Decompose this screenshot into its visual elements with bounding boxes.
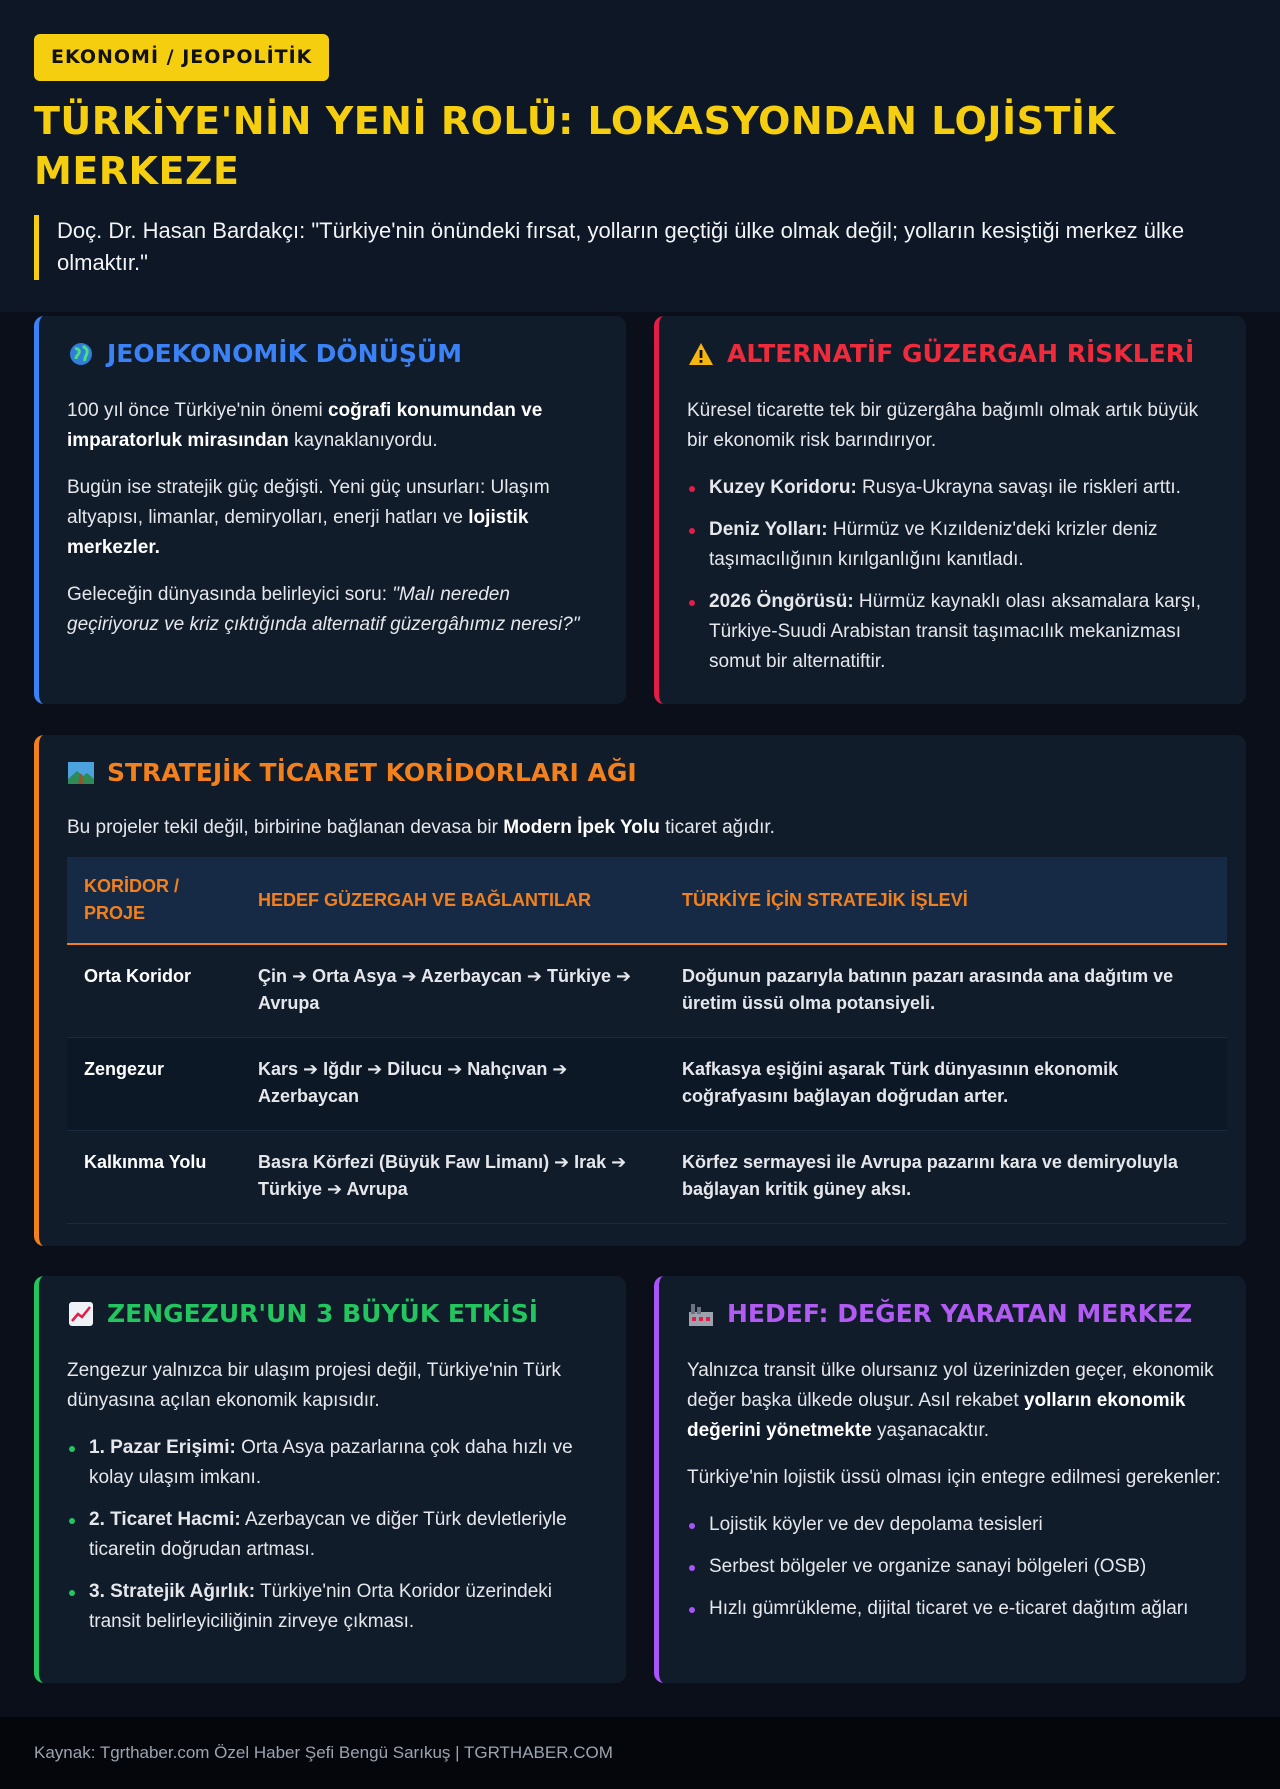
table-cell: Doğunun pazarıyla batının pazarı arasında ana dağıtım ve üretim üssü olma potansiyeli. (665, 944, 1227, 1038)
card-title-text: JEOEKONOMİK DÖNÜŞÜM (107, 339, 463, 368)
paragraph: Yalnızca transit ülke olursanız yol üzerinizden geçer, ekonomik değer başka ülkede oluşur. Asıl rekabet yolların ekonomik değerini yönetmekte yaşanacaktır. (687, 1360, 1214, 1441)
table-cell: Kars ➔ Iğdır ➔ Dilucu ➔ Nahçıvan ➔ Azerbaycan (241, 1038, 665, 1131)
effect-list (67, 1433, 602, 1637)
card-koridorlar (34, 735, 1246, 1246)
card-title-text: STRATEJİK TİCARET KORİDORLARI AĞI (107, 758, 637, 787)
column-header: KORİDOR / PROJE (67, 857, 241, 944)
paragraph: 100 yıl önce Türkiye'nin önemi coğrafi konumundan ve imparatorluk mirasından kaynaklanıyordu. (67, 400, 543, 451)
list-item: 1. Pazar Erişimi: Orta Asya pazarlarına çok daha hızlı ve kolay ulaşım imkanı. (67, 1433, 602, 1493)
card-title (67, 338, 602, 370)
list-item: Deniz Yolları: Hürmüz ve Kızıldeniz'deki krizler deniz taşımacılığının kırılganlığını kanıtladı. (687, 515, 1222, 575)
list-item: Hızlı gümrükleme, dijital ticaret ve e-ticaret dağıtım ağları (687, 1594, 1222, 1624)
table-cell: Körfez sermayesi ile Avrupa pazarını kara ve demiryoluyla bağlayan kritik güney aksı. (665, 1131, 1227, 1224)
paragraph: Bugün ise stratejik güç değişti. Yeni güç unsurları: Ulaşım altyapısı, limanlar, demiryolları, enerji hatları ve lojistik merkezler. (67, 477, 550, 558)
table-row (67, 1038, 1227, 1131)
table-header-row (67, 857, 1227, 944)
column-header: HEDEF GÜZERGAH VE BAĞLANTILAR (241, 857, 665, 944)
warning-icon (687, 340, 715, 368)
list-item: 2. Ticaret Hacmi: Azerbaycan ve diğer Türk devletleriyle ticaretin doğrudan artması. (67, 1505, 602, 1565)
header (0, 0, 1280, 312)
card-hedef (654, 1276, 1246, 1683)
card-title (687, 1298, 1222, 1330)
table-cell: Zengezur (67, 1038, 241, 1131)
paragraph: Bu projeler tekil değil, birbirine bağlanan devasa bir Modern İpek Yolu ticaret ağıdır. (67, 817, 775, 838)
card-title (67, 757, 1222, 789)
paragraph: Türkiye'nin lojistik üssü olması için entegre edilmesi gerekenler: (687, 1467, 1221, 1488)
table-cell: Kafkasya eşiğini aşarak Türk dünyasının ekonomik coğrafyasını bağlayan doğrudan arter. (665, 1038, 1227, 1131)
card-zengezur (34, 1276, 626, 1683)
footer-source: Kaynak: Tgrthaber.com Özel Haber Şefi Bengü Sarıkuş | TGRTHABER.COM (0, 1717, 1280, 1789)
list-item: Lojistik köyler ve dev depolama tesisleri (687, 1510, 1222, 1540)
list-item: 3. Stratejik Ağırlık: Türkiye'nin Orta Koridor üzerindeki transit belirleyiciliğinin zirveye çıkması. (67, 1577, 602, 1637)
chart-increasing-icon (67, 1300, 95, 1328)
globe-icon (67, 340, 95, 368)
page-title: TÜRKİYE'NİN YENİ ROLÜ: LOKASYONDAN LOJİSTİK MERKEZE (34, 99, 1116, 193)
paragraph: Küresel ticarette tek bir güzergâha bağımlı olmak artık büyük bir ekonomik risk barındırıyor. (687, 400, 1199, 451)
paragraph: Geleceğin dünyasında belirleyici soru: "Malı nereden geçiriyoruz ve kriz çıktığında alternatif güzergâhımız neresi?" (67, 584, 580, 635)
column-header: TÜRKİYE İÇİN STRATEJİK İŞLEVİ (665, 857, 1227, 944)
card-jeoekonomik (34, 316, 626, 704)
list-item: Kuzey Koridoru: Rusya-Ukrayna savaşı ile riskleri arttı. (687, 473, 1222, 503)
paragraph: Zengezur yalnızca bir ulaşım projesi değil, Türkiye'nin Türk dünyasına açılan ekonomik kapısıdır. (67, 1360, 561, 1411)
table-cell: Basra Körfezi (Büyük Faw Limanı) ➔ Irak ➔ Türkiye ➔ Avrupa (241, 1131, 665, 1224)
factory-icon (687, 1300, 715, 1328)
risk-list (687, 473, 1222, 677)
list-item: Serbest bölgeler ve organize sanayi bölgeleri (OSB) (687, 1552, 1222, 1582)
header-quote: Doç. Dr. Hasan Bardakçı: "Türkiye'nin önündeki fırsat, yolların geçtiği ülke olmak değil; yolların kesiştiği merkez ülke olmaktır." (34, 215, 1240, 280)
railway-icon (67, 759, 95, 787)
card-riskler (654, 316, 1246, 704)
card-title-text: HEDEF: DEĞER YARATAN MERKEZ (727, 1299, 1193, 1328)
table-cell: Kalkınma Yolu (67, 1131, 241, 1224)
card-title-text: ALTERNATİF GÜZERGAH RİSKLERİ (727, 339, 1195, 368)
table-row (67, 1131, 1227, 1224)
table-row (67, 944, 1227, 1038)
category-tag: EKONOMİ / JEOPOLİTİK (34, 34, 329, 81)
table-cell: Orta Koridor (67, 944, 241, 1038)
card-title (687, 338, 1222, 370)
list-item: 2026 Öngörüsü: Hürmüz kaynaklı olası aksamalara karşı, Türkiye-Suudi Arabistan transit taşımacılık mekanizması somut bir alternatiftir. (687, 587, 1222, 677)
card-title-text: ZENGEZUR'UN 3 BÜYÜK ETKİSİ (107, 1299, 539, 1328)
table-cell: Çin ➔ Orta Asya ➔ Azerbaycan ➔ Türkiye ➔ Avrupa (241, 944, 665, 1038)
corridor-table (67, 857, 1227, 1224)
card-title (67, 1298, 602, 1330)
requirements-list (687, 1510, 1222, 1624)
